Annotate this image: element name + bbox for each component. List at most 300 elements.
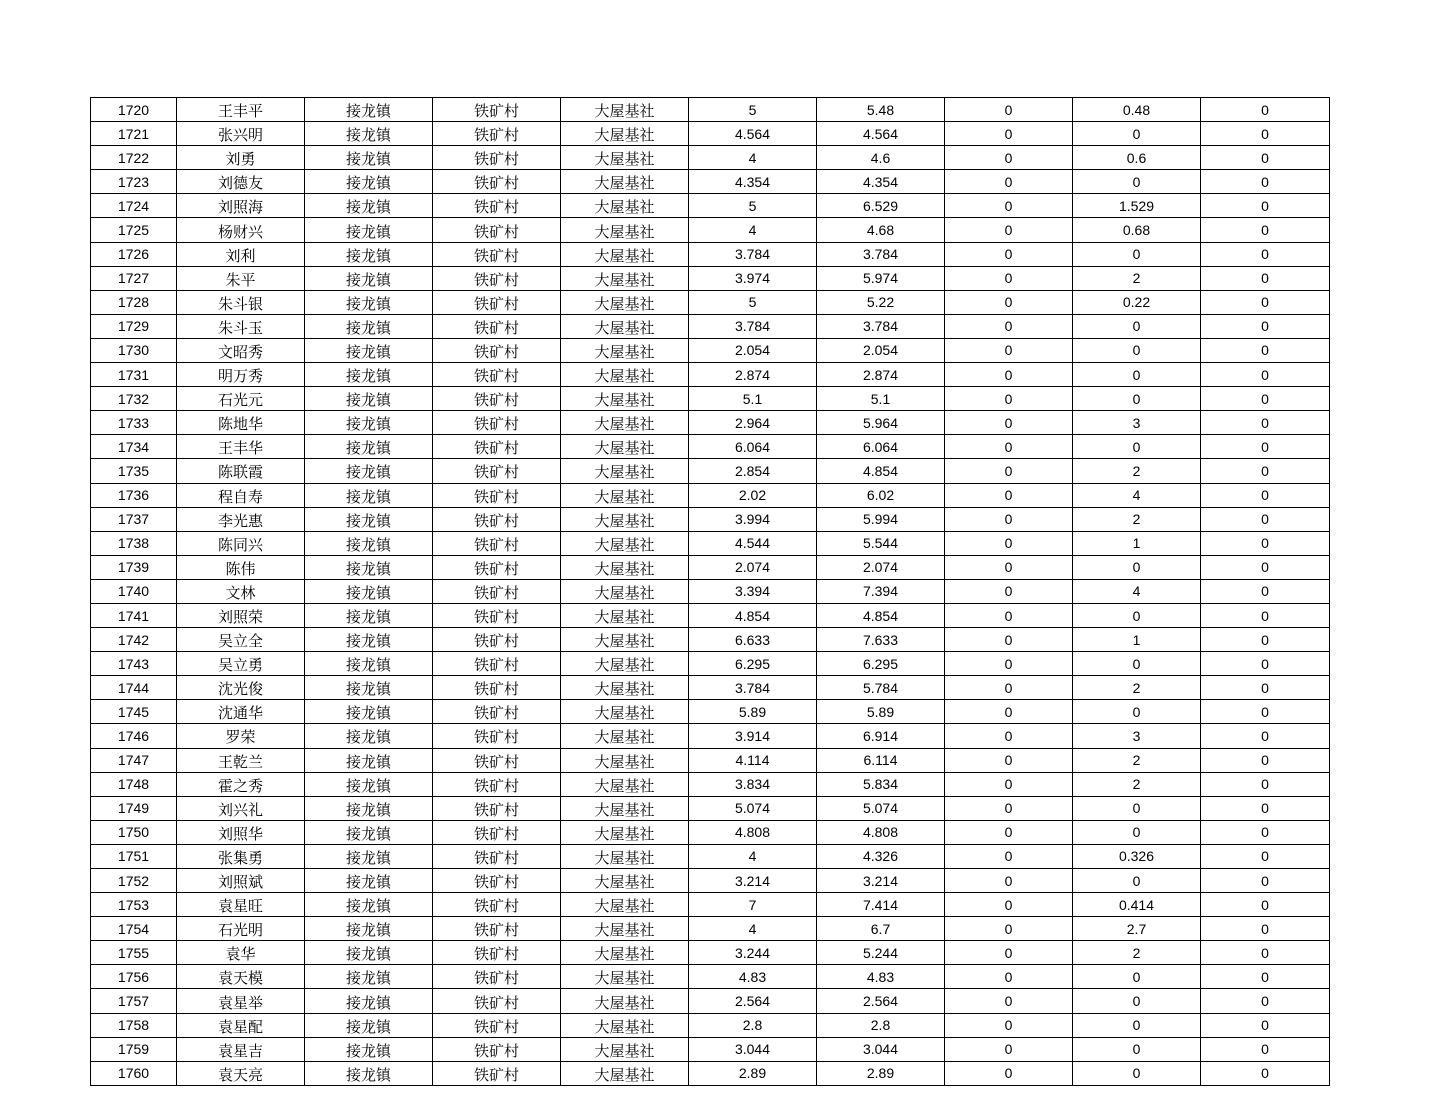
value-c-cell: 0 (945, 555, 1073, 579)
row-number-cell: 1733 (91, 411, 177, 435)
value-d-cell: 0.6 (1073, 146, 1201, 170)
town-cell: 接龙镇 (305, 941, 433, 965)
value-d-cell: 0.68 (1073, 218, 1201, 242)
value-c-cell: 0 (945, 290, 1073, 314)
value-c-cell: 0 (945, 387, 1073, 411)
value-a-cell: 4 (689, 218, 817, 242)
group-cell: 大屋基社 (561, 531, 689, 555)
row-number-cell: 1727 (91, 266, 177, 290)
row-number-cell: 1728 (91, 290, 177, 314)
row-number-cell: 1724 (91, 194, 177, 218)
row-number-cell: 1723 (91, 170, 177, 194)
value-b-cell: 4.68 (817, 218, 945, 242)
value-a-cell: 4.83 (689, 965, 817, 989)
table-row (91, 98, 1330, 122)
value-b-cell: 5.89 (817, 700, 945, 724)
value-e-cell: 0 (1201, 676, 1330, 700)
value-c-cell: 0 (945, 435, 1073, 459)
value-b-cell: 5.834 (817, 772, 945, 796)
value-a-cell: 4 (689, 917, 817, 941)
value-c-cell: 0 (945, 893, 1073, 917)
group-cell: 大屋基社 (561, 676, 689, 700)
group-cell: 大屋基社 (561, 965, 689, 989)
row-number-cell: 1742 (91, 628, 177, 652)
value-e-cell: 0 (1201, 170, 1330, 194)
name-cell: 王乾兰 (177, 748, 305, 772)
row-number-cell: 1721 (91, 122, 177, 146)
name-cell: 陈地华 (177, 411, 305, 435)
value-e-cell: 0 (1201, 1061, 1330, 1085)
name-cell: 袁星配 (177, 1013, 305, 1037)
town-cell: 接龙镇 (305, 435, 433, 459)
value-d-cell: 2 (1073, 266, 1201, 290)
group-cell: 大屋基社 (561, 748, 689, 772)
row-number-cell: 1747 (91, 748, 177, 772)
value-d-cell: 0 (1073, 338, 1201, 362)
value-b-cell: 4.808 (817, 820, 945, 844)
value-c-cell: 0 (945, 266, 1073, 290)
value-c-cell: 0 (945, 338, 1073, 362)
group-cell: 大屋基社 (561, 628, 689, 652)
value-e-cell: 0 (1201, 941, 1330, 965)
value-a-cell: 5 (689, 194, 817, 218)
value-d-cell: 1 (1073, 628, 1201, 652)
name-cell: 袁星旺 (177, 893, 305, 917)
value-e-cell: 0 (1201, 844, 1330, 868)
row-number-cell: 1755 (91, 941, 177, 965)
name-cell: 石光明 (177, 917, 305, 941)
name-cell: 袁华 (177, 941, 305, 965)
table-row (91, 194, 1330, 218)
group-cell: 大屋基社 (561, 917, 689, 941)
table-row (91, 483, 1330, 507)
value-b-cell: 2.8 (817, 1013, 945, 1037)
value-a-cell: 3.974 (689, 266, 817, 290)
value-b-cell: 4.564 (817, 122, 945, 146)
value-d-cell: 1.529 (1073, 194, 1201, 218)
value-a-cell: 3.784 (689, 314, 817, 338)
value-e-cell: 0 (1201, 989, 1330, 1013)
value-d-cell: 2 (1073, 748, 1201, 772)
group-cell: 大屋基社 (561, 266, 689, 290)
value-d-cell: 2 (1073, 507, 1201, 531)
value-e-cell: 0 (1201, 796, 1330, 820)
name-cell: 陈同兴 (177, 531, 305, 555)
name-cell: 王丰平 (177, 98, 305, 122)
value-c-cell: 0 (945, 941, 1073, 965)
row-number-cell: 1750 (91, 820, 177, 844)
village-cell: 铁矿村 (433, 796, 561, 820)
value-e-cell: 0 (1201, 772, 1330, 796)
value-e-cell: 0 (1201, 748, 1330, 772)
value-b-cell: 2.054 (817, 338, 945, 362)
table-row (91, 435, 1330, 459)
value-d-cell: 0 (1073, 122, 1201, 146)
value-b-cell: 5.1 (817, 387, 945, 411)
village-cell: 铁矿村 (433, 989, 561, 1013)
value-b-cell: 6.02 (817, 483, 945, 507)
town-cell: 接龙镇 (305, 893, 433, 917)
town-cell: 接龙镇 (305, 869, 433, 893)
village-cell: 铁矿村 (433, 387, 561, 411)
value-b-cell: 6.295 (817, 652, 945, 676)
name-cell: 袁天模 (177, 965, 305, 989)
table-row (91, 266, 1330, 290)
table-row (91, 989, 1330, 1013)
table-row (91, 1061, 1330, 1085)
village-cell: 铁矿村 (433, 338, 561, 362)
value-a-cell: 3.394 (689, 579, 817, 603)
value-d-cell: 3 (1073, 724, 1201, 748)
table-row (91, 917, 1330, 941)
value-b-cell: 7.414 (817, 893, 945, 917)
table-body (91, 98, 1330, 1086)
value-e-cell: 0 (1201, 411, 1330, 435)
table-row (91, 1013, 1330, 1037)
value-d-cell: 0.326 (1073, 844, 1201, 868)
village-cell: 铁矿村 (433, 917, 561, 941)
value-e-cell: 0 (1201, 242, 1330, 266)
value-e-cell: 0 (1201, 387, 1330, 411)
value-c-cell: 0 (945, 531, 1073, 555)
value-e-cell: 0 (1201, 483, 1330, 507)
value-b-cell: 5.994 (817, 507, 945, 531)
value-e-cell: 0 (1201, 363, 1330, 387)
value-c-cell: 0 (945, 652, 1073, 676)
value-b-cell: 4.354 (817, 170, 945, 194)
value-b-cell: 5.974 (817, 266, 945, 290)
table-row (91, 603, 1330, 627)
value-d-cell: 0 (1073, 242, 1201, 266)
value-e-cell: 0 (1201, 194, 1330, 218)
value-d-cell: 2 (1073, 676, 1201, 700)
row-number-cell: 1735 (91, 459, 177, 483)
value-e-cell: 0 (1201, 338, 1330, 362)
table-row (91, 338, 1330, 362)
village-cell: 铁矿村 (433, 1013, 561, 1037)
row-number-cell: 1736 (91, 483, 177, 507)
table-row (91, 290, 1330, 314)
town-cell: 接龙镇 (305, 411, 433, 435)
town-cell: 接龙镇 (305, 146, 433, 170)
town-cell: 接龙镇 (305, 748, 433, 772)
value-d-cell: 1 (1073, 531, 1201, 555)
table-row (91, 748, 1330, 772)
row-number-cell: 1743 (91, 652, 177, 676)
value-e-cell: 0 (1201, 893, 1330, 917)
value-e-cell: 0 (1201, 1037, 1330, 1061)
group-cell: 大屋基社 (561, 1013, 689, 1037)
value-c-cell: 0 (945, 242, 1073, 266)
value-e-cell: 0 (1201, 314, 1330, 338)
value-a-cell: 7 (689, 893, 817, 917)
value-e-cell: 0 (1201, 435, 1330, 459)
value-e-cell: 0 (1201, 579, 1330, 603)
group-cell: 大屋基社 (561, 387, 689, 411)
value-a-cell: 6.633 (689, 628, 817, 652)
town-cell: 接龙镇 (305, 965, 433, 989)
name-cell: 文林 (177, 579, 305, 603)
value-d-cell: 0 (1073, 989, 1201, 1013)
value-a-cell: 2.874 (689, 363, 817, 387)
town-cell: 接龙镇 (305, 724, 433, 748)
value-c-cell: 0 (945, 917, 1073, 941)
table-row (91, 555, 1330, 579)
town-cell: 接龙镇 (305, 652, 433, 676)
row-number-cell: 1732 (91, 387, 177, 411)
town-cell: 接龙镇 (305, 603, 433, 627)
town-cell: 接龙镇 (305, 1061, 433, 1085)
name-cell: 吴立勇 (177, 652, 305, 676)
table-row (91, 531, 1330, 555)
row-number-cell: 1740 (91, 579, 177, 603)
value-a-cell: 4.354 (689, 170, 817, 194)
group-cell: 大屋基社 (561, 242, 689, 266)
village-cell: 铁矿村 (433, 435, 561, 459)
village-cell: 铁矿村 (433, 748, 561, 772)
group-cell: 大屋基社 (561, 579, 689, 603)
town-cell: 接龙镇 (305, 628, 433, 652)
value-c-cell: 0 (945, 363, 1073, 387)
table-row (91, 869, 1330, 893)
town-cell: 接龙镇 (305, 796, 433, 820)
value-a-cell: 2.02 (689, 483, 817, 507)
value-a-cell: 5 (689, 98, 817, 122)
table-row (91, 652, 1330, 676)
name-cell: 朱平 (177, 266, 305, 290)
value-a-cell: 4.854 (689, 603, 817, 627)
value-c-cell: 0 (945, 459, 1073, 483)
town-cell: 接龙镇 (305, 387, 433, 411)
value-a-cell: 4.114 (689, 748, 817, 772)
table-row (91, 218, 1330, 242)
village-cell: 铁矿村 (433, 869, 561, 893)
value-b-cell: 5.48 (817, 98, 945, 122)
town-cell: 接龙镇 (305, 122, 433, 146)
village-cell: 铁矿村 (433, 194, 561, 218)
town-cell: 接龙镇 (305, 1037, 433, 1061)
value-a-cell: 3.784 (689, 676, 817, 700)
group-cell: 大屋基社 (561, 941, 689, 965)
table-row (91, 363, 1330, 387)
town-cell: 接龙镇 (305, 242, 433, 266)
value-b-cell: 5.22 (817, 290, 945, 314)
table-row (91, 242, 1330, 266)
table-row (91, 965, 1330, 989)
value-a-cell: 2.854 (689, 459, 817, 483)
group-cell: 大屋基社 (561, 98, 689, 122)
row-number-cell: 1730 (91, 338, 177, 362)
value-a-cell: 3.214 (689, 869, 817, 893)
value-b-cell: 5.784 (817, 676, 945, 700)
village-cell: 铁矿村 (433, 700, 561, 724)
group-cell: 大屋基社 (561, 844, 689, 868)
group-cell: 大屋基社 (561, 507, 689, 531)
value-b-cell: 4.854 (817, 603, 945, 627)
town-cell: 接龙镇 (305, 338, 433, 362)
value-b-cell: 6.914 (817, 724, 945, 748)
village-cell: 铁矿村 (433, 555, 561, 579)
row-number-cell: 1739 (91, 555, 177, 579)
value-c-cell: 0 (945, 194, 1073, 218)
value-e-cell: 0 (1201, 459, 1330, 483)
name-cell: 霍之秀 (177, 772, 305, 796)
name-cell: 刘勇 (177, 146, 305, 170)
value-c-cell: 0 (945, 748, 1073, 772)
value-d-cell: 0 (1073, 555, 1201, 579)
group-cell: 大屋基社 (561, 194, 689, 218)
row-number-cell: 1737 (91, 507, 177, 531)
row-number-cell: 1745 (91, 700, 177, 724)
group-cell: 大屋基社 (561, 796, 689, 820)
table-row (91, 411, 1330, 435)
village-cell: 铁矿村 (433, 628, 561, 652)
village-cell: 铁矿村 (433, 363, 561, 387)
village-cell: 铁矿村 (433, 314, 561, 338)
value-d-cell: 4 (1073, 579, 1201, 603)
value-b-cell: 5.544 (817, 531, 945, 555)
table-row (91, 170, 1330, 194)
value-d-cell: 0 (1073, 1037, 1201, 1061)
town-cell: 接龙镇 (305, 507, 433, 531)
value-c-cell: 0 (945, 965, 1073, 989)
town-cell: 接龙镇 (305, 98, 433, 122)
row-number-cell: 1729 (91, 314, 177, 338)
name-cell: 明万秀 (177, 363, 305, 387)
table-row (91, 507, 1330, 531)
group-cell: 大屋基社 (561, 338, 689, 362)
table-row (91, 579, 1330, 603)
village-cell: 铁矿村 (433, 242, 561, 266)
table-row (91, 724, 1330, 748)
name-cell: 沈通华 (177, 700, 305, 724)
value-a-cell: 5.1 (689, 387, 817, 411)
row-number-cell: 1741 (91, 603, 177, 627)
value-b-cell: 2.874 (817, 363, 945, 387)
table-row (91, 314, 1330, 338)
town-cell: 接龙镇 (305, 917, 433, 941)
value-e-cell: 0 (1201, 700, 1330, 724)
value-b-cell: 3.784 (817, 242, 945, 266)
village-cell: 铁矿村 (433, 531, 561, 555)
value-c-cell: 0 (945, 170, 1073, 194)
value-b-cell: 7.394 (817, 579, 945, 603)
village-cell: 铁矿村 (433, 965, 561, 989)
group-cell: 大屋基社 (561, 435, 689, 459)
value-a-cell: 6.295 (689, 652, 817, 676)
village-cell: 铁矿村 (433, 1037, 561, 1061)
row-number-cell: 1746 (91, 724, 177, 748)
value-c-cell: 0 (945, 1037, 1073, 1061)
town-cell: 接龙镇 (305, 676, 433, 700)
village-cell: 铁矿村 (433, 1061, 561, 1085)
table-row (91, 146, 1330, 170)
group-cell: 大屋基社 (561, 724, 689, 748)
value-b-cell: 5.074 (817, 796, 945, 820)
name-cell: 吴立全 (177, 628, 305, 652)
value-c-cell: 0 (945, 146, 1073, 170)
value-a-cell: 3.044 (689, 1037, 817, 1061)
row-number-cell: 1744 (91, 676, 177, 700)
value-d-cell: 0 (1073, 965, 1201, 989)
value-a-cell: 3.914 (689, 724, 817, 748)
village-cell: 铁矿村 (433, 652, 561, 676)
value-e-cell: 0 (1201, 290, 1330, 314)
town-cell: 接龙镇 (305, 483, 433, 507)
table-row (91, 893, 1330, 917)
value-a-cell: 6.064 (689, 435, 817, 459)
value-e-cell: 0 (1201, 122, 1330, 146)
village-cell: 铁矿村 (433, 772, 561, 796)
value-c-cell: 0 (945, 603, 1073, 627)
name-cell: 刘利 (177, 242, 305, 266)
value-d-cell: 0 (1073, 652, 1201, 676)
group-cell: 大屋基社 (561, 483, 689, 507)
value-c-cell: 0 (945, 772, 1073, 796)
town-cell: 接龙镇 (305, 194, 433, 218)
name-cell: 刘照斌 (177, 869, 305, 893)
name-cell: 张兴明 (177, 122, 305, 146)
row-number-cell: 1734 (91, 435, 177, 459)
value-c-cell: 0 (945, 724, 1073, 748)
value-c-cell: 0 (945, 628, 1073, 652)
value-a-cell: 3.994 (689, 507, 817, 531)
value-b-cell: 6.7 (817, 917, 945, 941)
row-number-cell: 1748 (91, 772, 177, 796)
name-cell: 杨财兴 (177, 218, 305, 242)
table-row (91, 628, 1330, 652)
group-cell: 大屋基社 (561, 1037, 689, 1061)
village-cell: 铁矿村 (433, 146, 561, 170)
value-b-cell: 5.244 (817, 941, 945, 965)
name-cell: 刘德友 (177, 170, 305, 194)
value-b-cell: 4.83 (817, 965, 945, 989)
row-number-cell: 1738 (91, 531, 177, 555)
village-cell: 铁矿村 (433, 676, 561, 700)
value-d-cell: 0.48 (1073, 98, 1201, 122)
name-cell: 李光惠 (177, 507, 305, 531)
value-b-cell: 6.114 (817, 748, 945, 772)
value-c-cell: 0 (945, 820, 1073, 844)
value-d-cell: 4 (1073, 483, 1201, 507)
town-cell: 接龙镇 (305, 700, 433, 724)
town-cell: 接龙镇 (305, 844, 433, 868)
value-a-cell: 2.564 (689, 989, 817, 1013)
value-a-cell: 5 (689, 290, 817, 314)
village-cell: 铁矿村 (433, 893, 561, 917)
value-a-cell: 2.964 (689, 411, 817, 435)
row-number-cell: 1760 (91, 1061, 177, 1085)
value-c-cell: 0 (945, 796, 1073, 820)
value-c-cell: 0 (945, 507, 1073, 531)
value-e-cell: 0 (1201, 724, 1330, 748)
value-c-cell: 0 (945, 122, 1073, 146)
value-c-cell: 0 (945, 579, 1073, 603)
value-d-cell: 3 (1073, 411, 1201, 435)
village-cell: 铁矿村 (433, 411, 561, 435)
row-number-cell: 1759 (91, 1037, 177, 1061)
group-cell: 大屋基社 (561, 555, 689, 579)
group-cell: 大屋基社 (561, 314, 689, 338)
value-e-cell: 0 (1201, 820, 1330, 844)
table-row (91, 387, 1330, 411)
town-cell: 接龙镇 (305, 170, 433, 194)
village-cell: 铁矿村 (433, 459, 561, 483)
value-c-cell: 0 (945, 1061, 1073, 1085)
name-cell: 袁星吉 (177, 1037, 305, 1061)
value-a-cell: 3.834 (689, 772, 817, 796)
value-c-cell: 0 (945, 676, 1073, 700)
